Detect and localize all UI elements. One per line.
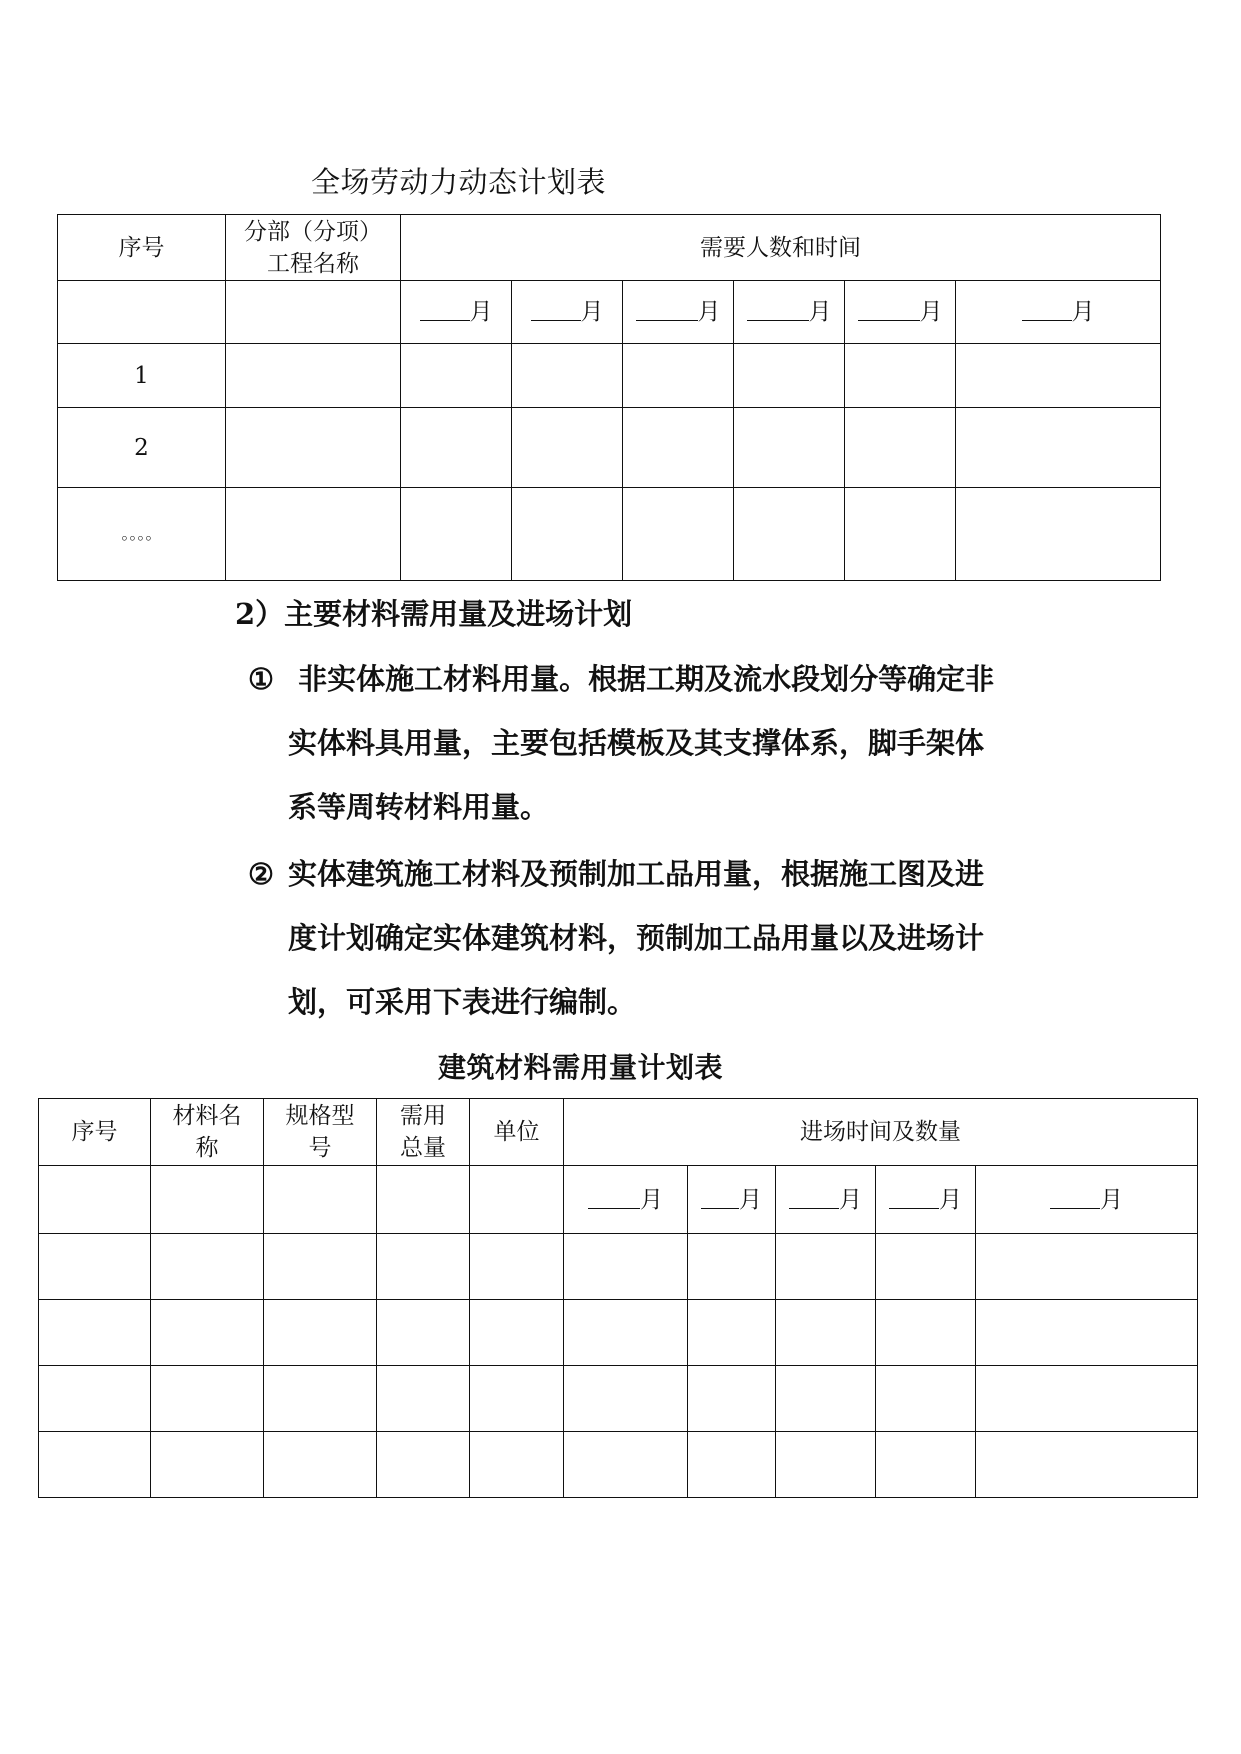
table-row (39, 1300, 1198, 1366)
marker-2: ② (248, 857, 274, 891)
header-total: 需用 总量 (377, 1099, 470, 1166)
month-cell: 月 (512, 281, 623, 344)
table-row (39, 1432, 1198, 1498)
header-material-name: 材料名 称 (151, 1099, 264, 1166)
header-seq: 序号 (39, 1099, 151, 1166)
month-cell: 月 (401, 281, 512, 344)
labor-plan-table (57, 214, 1161, 581)
table-row (39, 1366, 1198, 1432)
paragraph-2 (248, 842, 1068, 1034)
month-row (58, 281, 1161, 344)
p2-line3: 划，可采用下表进行编制。 (288, 985, 637, 1019)
table-header-row (39, 1099, 1198, 1166)
p2-line2: 度计划确定实体建筑材料，预制加工品用量以及进场计 (288, 921, 985, 955)
p1-line2: 实体料具用量，主要包括模板及其支撑体系，脚手架体 (288, 726, 985, 760)
month-cell: 月 (976, 1166, 1198, 1234)
row-seq: 2 (58, 408, 226, 488)
table-header-row (58, 215, 1161, 281)
header-item (226, 215, 401, 281)
header-need: 需要人数和时间 (401, 215, 1161, 281)
month-cell: 月 (956, 281, 1161, 344)
month-cell: 月 (688, 1166, 776, 1234)
material-plan-table (38, 1098, 1198, 1498)
table-row (58, 408, 1161, 488)
material-plan-title: 建筑材料需用量计划表 (438, 1051, 724, 1084)
section-heading: 2）主要材料需用量及进场计划 (235, 597, 633, 631)
header-arrival: 进场时间及数量 (564, 1099, 1198, 1166)
table-row (39, 1234, 1198, 1300)
paragraph-1 (248, 647, 1068, 839)
labor-plan-title: 全场劳动力动态计划表 (311, 165, 607, 199)
month-cell: 月 (845, 281, 956, 344)
p2-line1: 实体建筑施工材料及预制加工品用量，根据施工图及进 (288, 857, 985, 891)
month-cell: 月 (564, 1166, 688, 1234)
table-row (58, 344, 1161, 408)
month-cell: 月 (876, 1166, 976, 1234)
header-unit: 单位 (470, 1099, 564, 1166)
table-row (58, 488, 1161, 581)
header-item-line1: 分部（分项） (244, 218, 382, 245)
marker-1: ① (248, 662, 274, 696)
p1-line1: 非实体施工材料用量。根据工期及流水段划分等确定非 (288, 662, 995, 696)
p1-line3: 系等周转材料用量。 (288, 790, 550, 824)
row-seq: 1 (58, 344, 226, 408)
header-spec: 规格型 号 (264, 1099, 377, 1166)
month-cell: 月 (734, 281, 845, 344)
row-seq: 。。。。 (58, 488, 226, 581)
month-cell: 月 (623, 281, 734, 344)
month-row (39, 1166, 1198, 1234)
month-cell: 月 (776, 1166, 876, 1234)
header-item-line2: 工程名称 (267, 250, 359, 277)
header-seq: 序号 (58, 215, 226, 281)
